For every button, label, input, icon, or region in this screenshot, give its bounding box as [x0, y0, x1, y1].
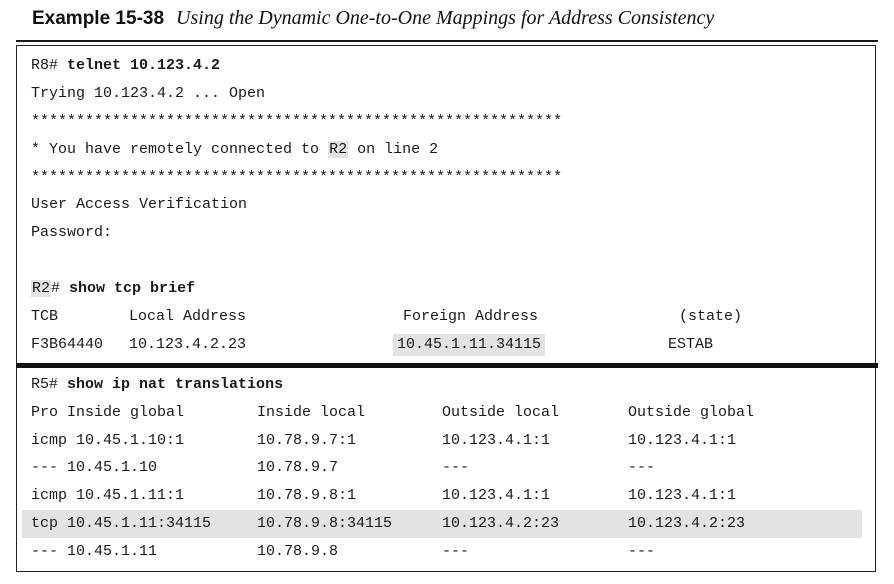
tcp-row-state: ESTAB [668, 336, 714, 353]
banner-stars-bottom: *********************************************************** [31, 169, 563, 186]
example-caption [32, 4, 714, 32]
caption-rule [16, 40, 878, 42]
user-access-line: User Access Verification [31, 196, 248, 213]
r2-prompt-suffix: # [51, 280, 61, 297]
banner-host: R2 [329, 141, 348, 158]
nat-header-outside-global: Outside global [628, 404, 755, 421]
table-cell: 10.123.4.1:1 [442, 487, 551, 504]
table-cell: 10.78.9.7:1 [257, 432, 357, 449]
table-cell: 10.123.4.1:1 [628, 487, 737, 504]
nat-header-inside-local: Inside local [257, 404, 366, 421]
example-number: Example 15-38 [32, 8, 165, 29]
table-cell: --- [628, 543, 656, 560]
table-cell: 10.78.9.7 [257, 459, 339, 476]
password-line: Password: [31, 224, 113, 241]
table-row: --- 10.45.1.11 [31, 543, 158, 560]
trying-line: Trying 10.123.4.2 ... Open [31, 85, 266, 102]
tcp-header-state: (state) [679, 308, 743, 325]
table-row: tcp 10.45.1.11:34115 [31, 515, 212, 532]
show-nat-command: show ip nat translations [67, 376, 284, 393]
table-cell: 10.78.9.8 [257, 543, 339, 560]
table-row: icmp 10.45.1.11:1 [31, 487, 185, 504]
table-cell: 10.123.4.2:23 [628, 515, 746, 532]
show-tcp-command: show tcp brief [69, 280, 196, 297]
tcp-header-local: Local Address [129, 308, 247, 325]
tcp-header-tcb: TCB [31, 308, 59, 325]
table-cell: 10.123.4.1:1 [442, 432, 551, 449]
nat-header-inside-global: Pro Inside global [31, 404, 185, 421]
table-cell: 10.123.4.1:1 [628, 432, 737, 449]
section-separator [16, 363, 878, 368]
r8-telnet-line [31, 55, 220, 77]
table-cell: 10.78.9.8:34115 [257, 515, 393, 532]
nat-header-outside-local: Outside local [442, 404, 560, 421]
tcp-row-foreign: 10.45.1.11.34115 [393, 334, 545, 356]
r2-prompt-line [31, 278, 195, 300]
table-cell: --- [442, 543, 470, 560]
table-row: icmp 10.45.1.10:1 [31, 432, 185, 449]
r5-prompt-line [31, 374, 283, 396]
r2-prompt-host: R2 [32, 280, 51, 297]
banner-prefix: * You have remotely connected to [31, 141, 329, 158]
r8-prompt: R8# [31, 57, 59, 74]
banner-line [31, 139, 438, 161]
example-title: Using the Dynamic One-to-One Mappings for Address Consistency [176, 7, 715, 29]
table-row: --- 10.45.1.10 [31, 459, 158, 476]
tcp-row-local: 10.123.4.2.23 [129, 336, 247, 353]
tcp-row-tcb: F3B64440 [31, 336, 104, 353]
tcp-header-foreign: Foreign Address [403, 308, 539, 325]
banner-suffix: on line 2 [348, 141, 439, 158]
table-cell: --- [442, 459, 470, 476]
table-cell: --- [628, 459, 656, 476]
banner-stars-top: *********************************************************** [31, 113, 563, 130]
table-cell: 10.78.9.8:1 [257, 487, 357, 504]
table-cell: 10.123.4.2:23 [442, 515, 560, 532]
telnet-command: telnet 10.123.4.2 [67, 57, 221, 74]
r5-prompt: R5# [31, 376, 59, 393]
